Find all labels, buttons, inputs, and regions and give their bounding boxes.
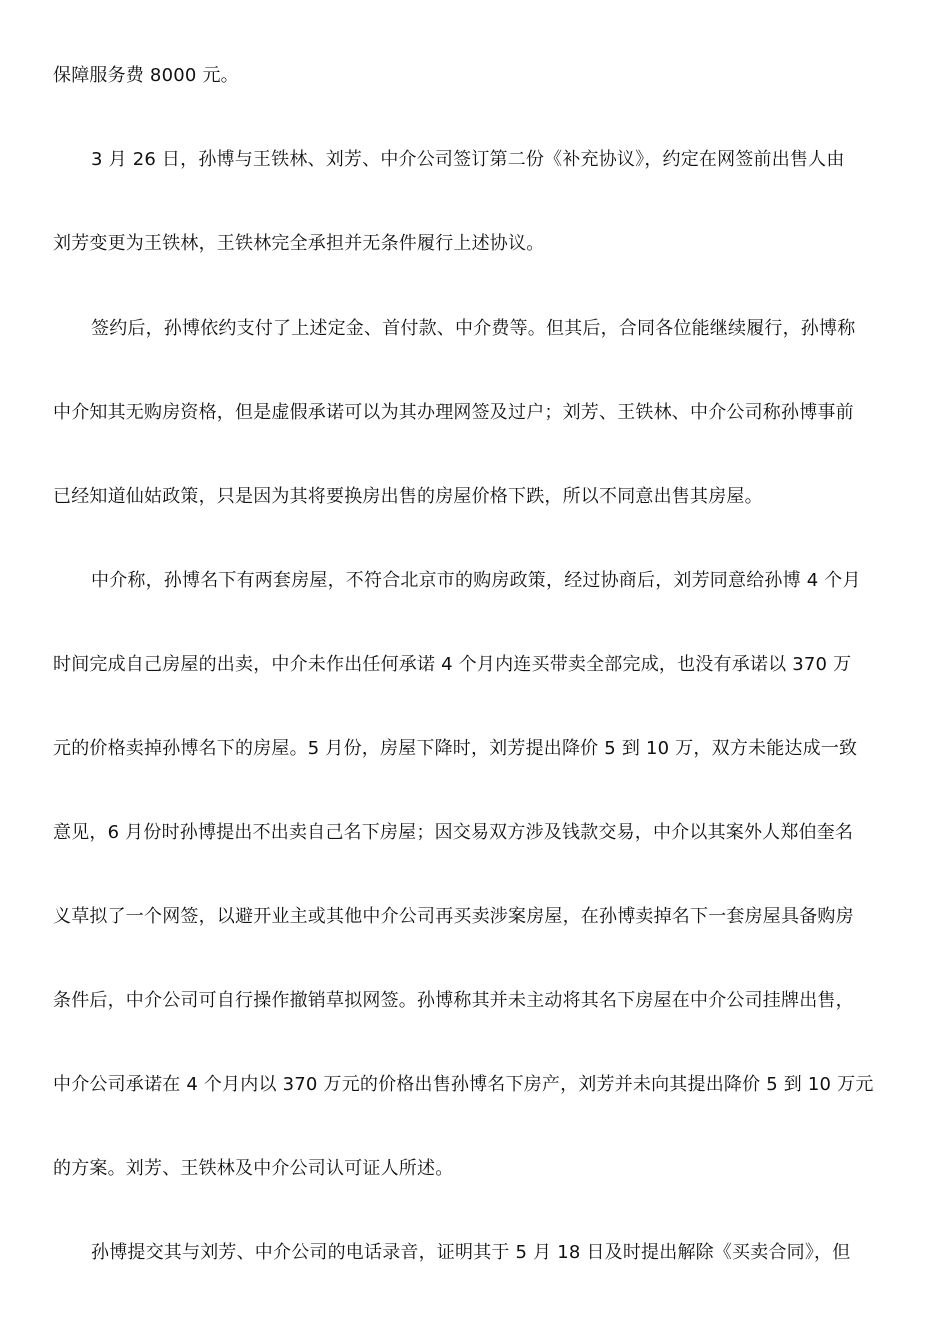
paragraph-start-line: 3 月 26 日，孙博与王铁林、刘芳、中介公司签订第二份《补充协议》，约定在网签前出售人由 [91, 149, 845, 170]
text-line: 条件后，中介公司可自行操作撤销草拟网签。孙博称其并未主动将其名下房屋在中介公司挂牌出售， [53, 990, 854, 1011]
text-line: 中介公司承诺在 4 个月内以 370 万元的价格出售孙博名下房产，刘芳并未向其提出降价 5 到 10 万元 [53, 1074, 874, 1095]
text-line: 义草拟了一个网签，以避开业主或其他中介公司再买卖涉案房屋，在孙博卖掉名下一套房屋具备购房 [53, 906, 854, 927]
text-line: 元的价格卖掉孙博名下的房屋。5 月份，房屋下降时，刘芳提出降价 5 到 10 万，双方未能达成一致 [53, 738, 858, 759]
text-line: 时间完成自己房屋的出卖，中介未作出任何承诺 4 个月内连买带卖全部完成，也没有承诺以 370 万 [53, 654, 852, 675]
text-line: 已经知道仙姑政策，只是因为其将要换房出售的房屋价格下跌，所以不同意出售其房屋。 [53, 486, 763, 507]
text-line: 刘芳变更为王铁林，王铁林完全承担并无条件履行上述协议。 [53, 233, 545, 254]
paragraph-start-line: 孙博提交其与刘芳、中介公司的电话录音，证明其于 5 月 18 日及时提出解除《买卖合同》，但 [91, 1242, 851, 1263]
text-line: 保障服务费 8000 元。 [53, 65, 239, 86]
paragraph-start-line: 中介称，孙博名下有两套房屋，不符合北京市的购房政策，经过协商后，刘芳同意给孙博 4 个月 [91, 570, 861, 591]
text-line: 意见，6 月份时孙博提出不出卖自己名下房屋；因交易双方涉及钱款交易，中介以其案外人郑伯奎名 [53, 822, 854, 843]
text-line: 的方案。刘芳、王铁林及中介公司认可证人所述。 [53, 1158, 454, 1179]
paragraph-start-line: 签约后，孙博依约支付了上述定金、首付款、中介费等。但其后，合同各位能继续履行，孙博称 [91, 318, 856, 339]
text-line: 中介知其无购房资格，但是虚假承诺可以为其办理网签及过户；刘芳、王铁林、中介公司称孙博事前 [53, 402, 854, 423]
